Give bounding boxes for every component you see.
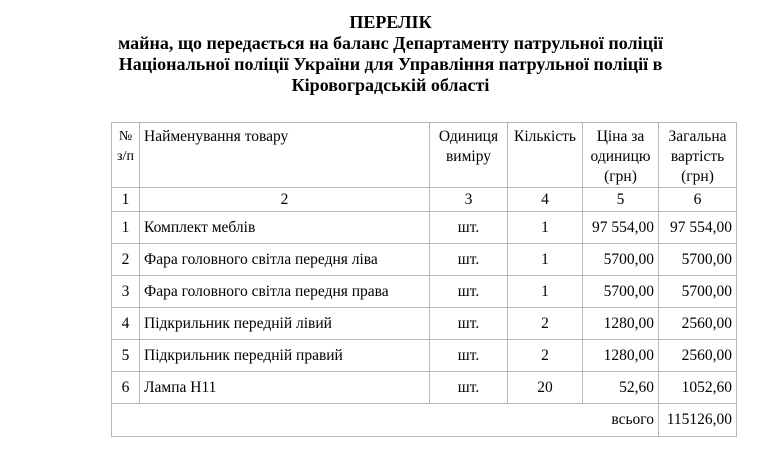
header-num: № з/п xyxy=(112,123,140,188)
header-total: Загальна вартість (грн) xyxy=(659,123,737,188)
total-label: всього xyxy=(112,404,659,437)
cell-unit: шт. xyxy=(430,340,508,372)
document-title xyxy=(0,12,781,96)
header-qty: Кількість xyxy=(508,123,583,188)
cell-num: 3 xyxy=(112,276,140,308)
cell-name: Фара головного світла передня ліва xyxy=(140,244,430,276)
table-row xyxy=(112,372,737,404)
title-heading: ПЕРЕЛІК xyxy=(349,12,432,32)
cell-name: Підкрильник передній лівий xyxy=(140,308,430,340)
cell-unit: шт. xyxy=(430,212,508,244)
cell-total: 1052,60 xyxy=(659,372,737,404)
cell-qty: 1 xyxy=(508,244,583,276)
cell-total: 5700,00 xyxy=(659,276,737,308)
column-number: 2 xyxy=(140,188,430,212)
table-row xyxy=(112,340,737,372)
cell-name: Фара головного світла передня права xyxy=(140,276,430,308)
table-row xyxy=(112,212,737,244)
cell-qty: 2 xyxy=(508,308,583,340)
cell-total: 5700,00 xyxy=(659,244,737,276)
cell-qty: 2 xyxy=(508,340,583,372)
cell-price: 1280,00 xyxy=(583,340,659,372)
cell-name: Лампа Н11 xyxy=(140,372,430,404)
cell-unit: шт. xyxy=(430,276,508,308)
cell-num: 6 xyxy=(112,372,140,404)
column-number: 3 xyxy=(430,188,508,212)
column-number: 4 xyxy=(508,188,583,212)
header-name: Найменування товару xyxy=(140,123,430,188)
cell-num: 5 xyxy=(112,340,140,372)
cell-num: 2 xyxy=(112,244,140,276)
header-price: Ціна за одиницю (грн) xyxy=(583,123,659,188)
cell-qty: 20 xyxy=(508,372,583,404)
title-line-3: Національної поліції України для Управління патрульної поліції в xyxy=(118,54,663,74)
header-row xyxy=(112,123,737,188)
cell-num: 1 xyxy=(112,212,140,244)
cell-price: 1280,00 xyxy=(583,308,659,340)
cell-qty: 1 xyxy=(508,276,583,308)
table-row xyxy=(112,276,737,308)
title-line-2: майна, що передається на баланс Департаменту патрульної поліції xyxy=(117,33,664,53)
table-row xyxy=(112,244,737,276)
column-number: 1 xyxy=(112,188,140,212)
header-unit: Одиниця виміру xyxy=(430,123,508,188)
cell-price: 52,60 xyxy=(583,372,659,404)
cell-name: Підкрильник передній правий xyxy=(140,340,430,372)
column-number: 6 xyxy=(659,188,737,212)
cell-unit: шт. xyxy=(430,308,508,340)
cell-total: 97 554,00 xyxy=(659,212,737,244)
cell-total: 2560,00 xyxy=(659,308,737,340)
cell-qty: 1 xyxy=(508,212,583,244)
table-row xyxy=(112,308,737,340)
column-number: 5 xyxy=(583,188,659,212)
total-value: 115126,00 xyxy=(659,404,737,437)
cell-name: Комплект меблів xyxy=(140,212,430,244)
title-line-4: Кіровоградській області xyxy=(291,75,490,95)
cell-total: 2560,00 xyxy=(659,340,737,372)
cell-num: 4 xyxy=(112,308,140,340)
column-number-row xyxy=(112,188,737,212)
cell-price: 97 554,00 xyxy=(583,212,659,244)
cell-price: 5700,00 xyxy=(583,276,659,308)
items-table xyxy=(111,122,737,437)
cell-price: 5700,00 xyxy=(583,244,659,276)
total-row xyxy=(112,404,737,437)
cell-unit: шт. xyxy=(430,244,508,276)
cell-unit: шт. xyxy=(430,372,508,404)
